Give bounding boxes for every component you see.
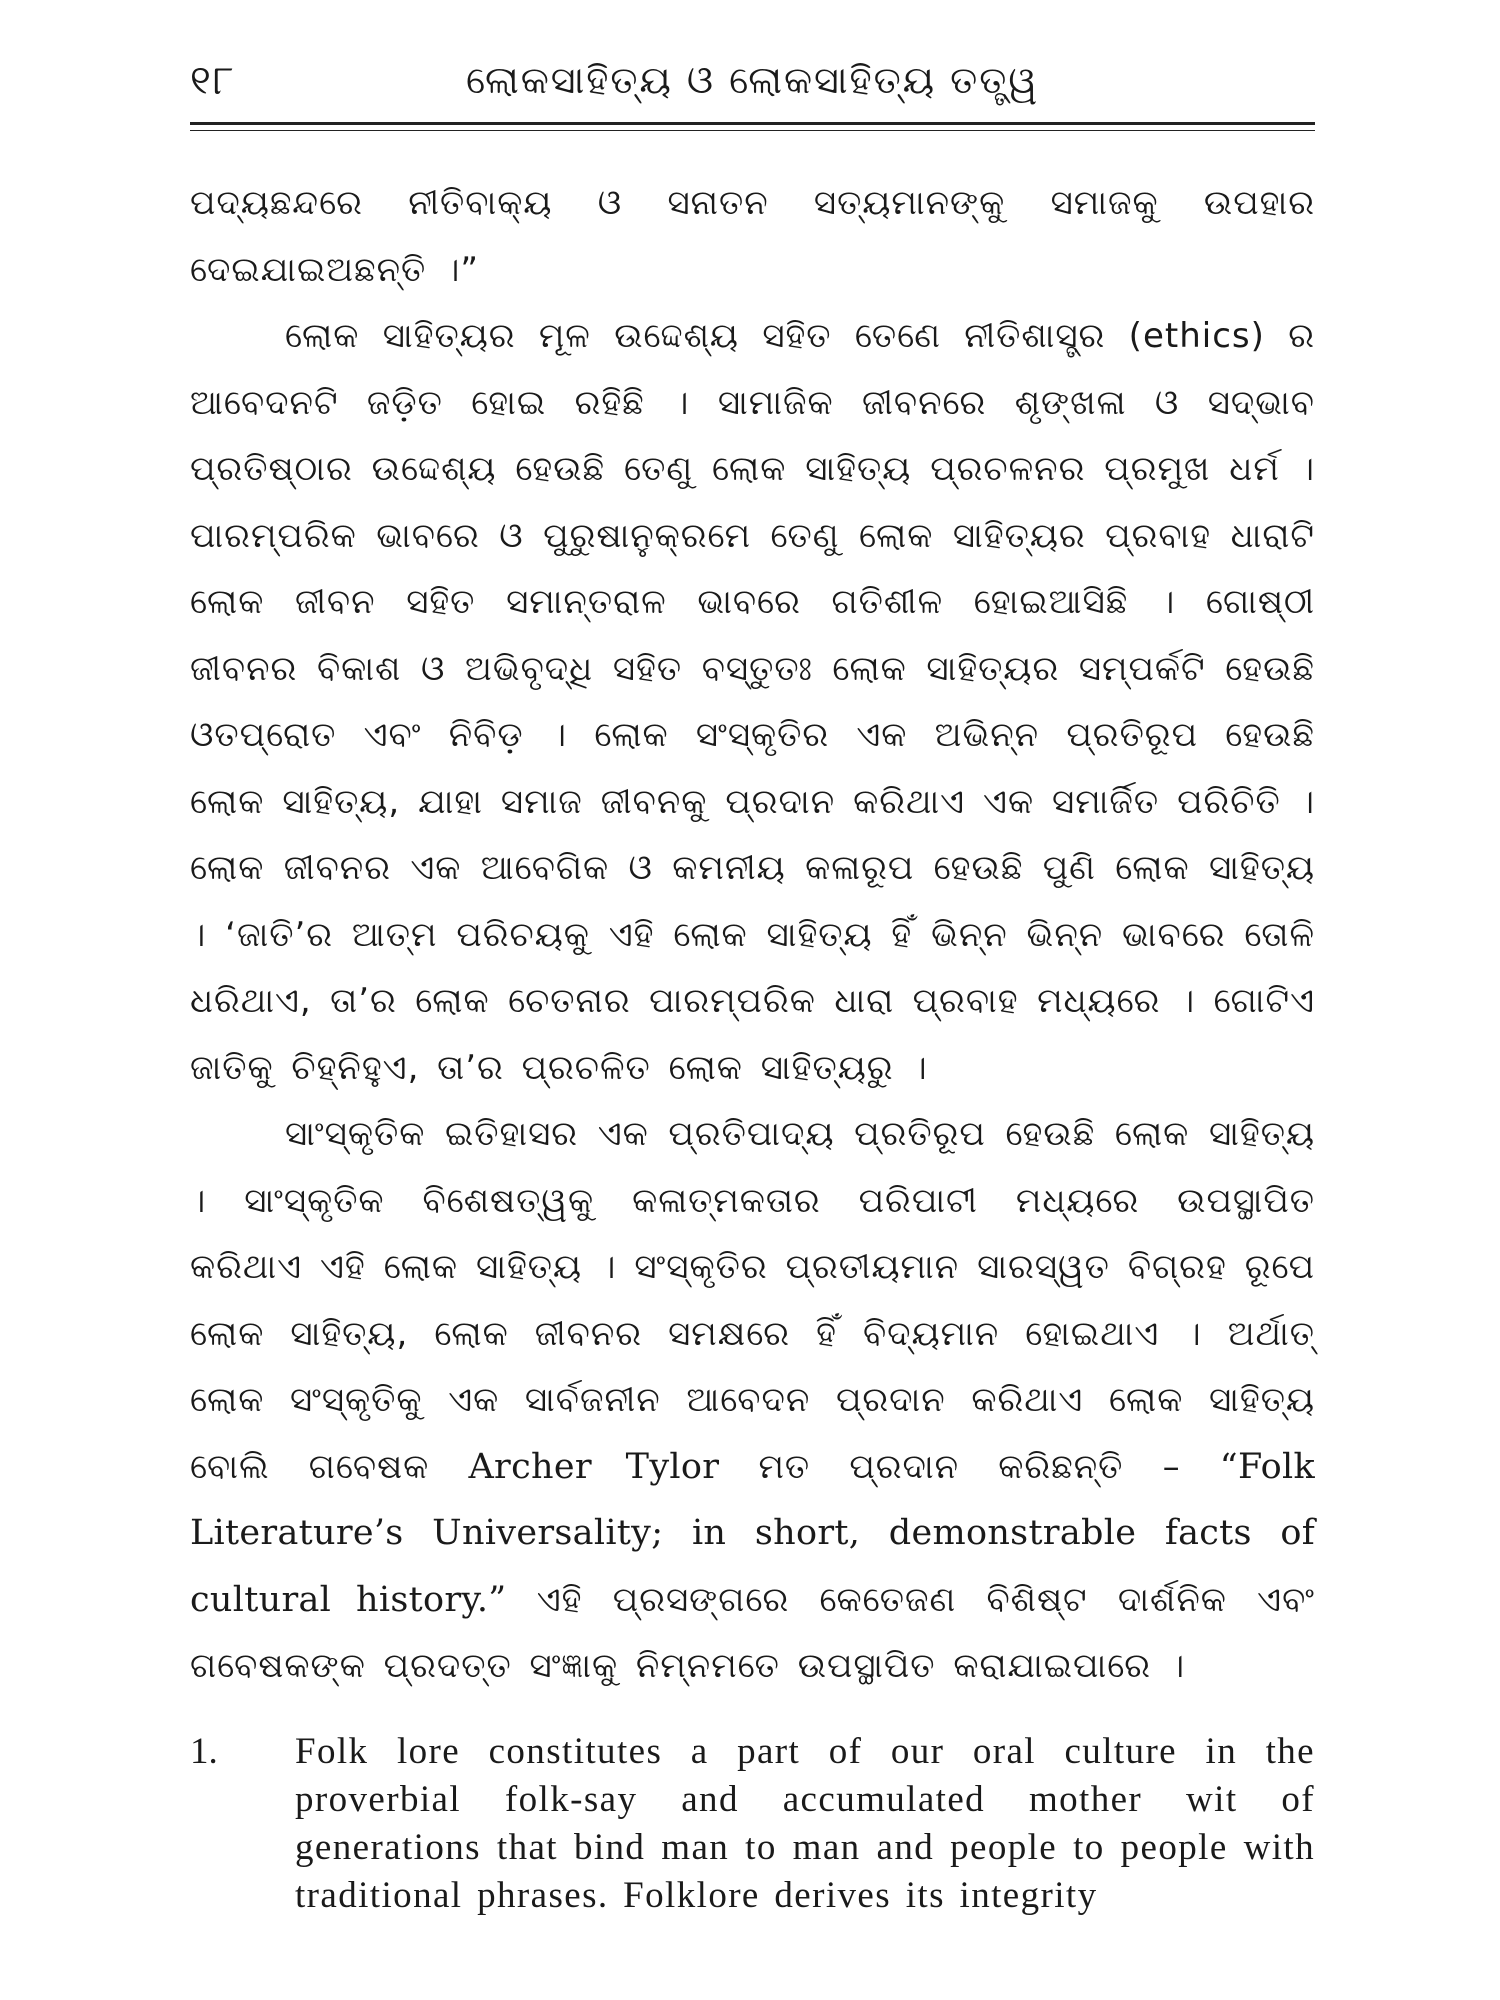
english-quote: “Folk Literature’s Universality; in short, demonstrable facts of cultural history.” <box>190 1446 1316 1620</box>
list-item-number: 1. <box>190 1730 218 1772</box>
paragraph-2: ଲୋକ ସାହିତ୍ୟର ମୂଳ ଉଦ୍ଦେଶ୍ୟ ସହିତ ତେଣେ ନୀତିଶାସ୍ତ୍ର (ethics) ର ଆବେଦନଟି ଜଡ଼ିତ ହୋଇ ରହିଛି । ସାମାଜିକ ଜୀବନରେ ଶୃଙ୍ଖଳା ଓ ସଦ୍‌ଭାବ ପ୍ରତିଷ୍ଠାର ଉଦ୍ଦେଶ୍ୟ ହେଉଛି ତେଣୁ ଲୋକ ସାହିତ୍ୟ ପ୍ରଚଳନର ପ୍ରମୁଖ ଧର୍ମ । ପାରମ୍ପରିକ ଭାବରେ ଓ ପୁରୁଷାନୁକ୍ରମେ ତେଣୁ ଲୋକ ସାହିତ୍ୟର ପ୍ରବାହ ଧାରାଟି ଲୋକ ଜୀବନ ସହିତ ସମାନ୍ତରାଳ ଭାବରେ ଗତିଶୀଳ ହୋଇଆସିଛି । ଗୋଷ୍ଠୀ ଜୀବନର ବିକାଶ ଓ ଅଭିବୃଦ୍ଧି ସହିତ ବସ୍ତୁତଃ ଲୋକ ସାହିତ୍ୟର ସମ୍ପର୍କଟି ହେଉଛି ଓତପ୍ରୋତ ଏବଂ ନିବିଡ଼ । ଲୋକ ସଂସ୍କୃତିର ଏକ ଅଭିନ୍ନ ପ୍ରତିରୂପ ହେଉଛି ଲୋକ ସାହିତ୍ୟ, ଯାହା ସମାଜ ଜୀବନକୁ ପ୍ରଦାନ କରିଥାଏ ଏକ ସମାର୍ଜିତ ପରିଚିତି । ଲୋକ ଜୀବନର ଏକ ଆବେଗିକ ଓ କମନୀୟ କଳାରୂପ ହେଉଛି ପୁଣି ଲୋକ ସାହିତ୍ୟ । ‘ଜାତି’ର ଆତ୍ମ ପରିଚୟକୁ ଏହି ଲୋକ ସାହିତ୍ୟ ହିଁ ଭିନ୍ନ ଭିନ୍ନ ଭାବରେ ତୋଳି ଧରିଥାଏ, ତା’ର ଲୋକ ଚେତନାର ପାରମ୍ପରିକ ଧାରା ପ୍ରବାହ ମଧ୍ୟରେ । ଗୋଟିଏ ଜାତିକୁ ଚିହ୍ନିହୁଏ, ତା’ର ପ୍ରଚଳିତ ଲୋକ ସାହିତ୍ୟରୁ । <box>190 316 1315 1088</box>
body-text <box>190 170 1315 1920</box>
paragraph-3-odia-a: ସାଂସ୍କୃତିକ ଇତିହାସର ଏକ ପ୍ରତିପାଦ୍ୟ ପ୍ରତିରୂପ ହେଉଛି ଲୋକ ସାହିତ୍ୟ । ସାଂସ୍କୃତିକ ବିଶେଷତ୍ୱକୁ କଳାତ୍ମକତାର ପରିପାଟୀ ମଧ୍ୟରେ ଉପସ୍ଥାପିତ କରିଥାଏ ଏହି ଲୋକ ସାହିତ୍ୟ । ସଂସ୍କୃତିର ପ୍ରତୀୟମାନ ସାରସ୍ୱତ ବିଗ୍ରହ ରୂପେ ଲୋକ ସାହିତ୍ୟ, ଲୋକ ଜୀବନର ସମକ୍ଷରେ ହିଁ ବିଦ୍ୟମାନ ହୋଇଥାଏ । ଅର୍ଥାତ୍ ଲୋକ ସଂସ୍କୃତିକୁ ଏକ ସାର୍ବଜନୀନ ଆବେଦନ ପ୍ରଦାନ କରିଥାଏ ଲୋକ ସାହିତ୍ୟ ବୋଲି ଗବେଷକ <box>190 1114 1315 1487</box>
list-item-text: Folk lore constitutes a part of our oral culture in the proverbial folk-say and accumulated mother wit of generations that bind man to man and people to people with traditional phrases. Folklore derives its integrity <box>295 1730 1315 1916</box>
list-item <box>190 1728 1315 1920</box>
paragraph-3-odia-b: ମତ ପ୍ରଦାନ କରିଛନ୍ତି – <box>758 1446 1181 1487</box>
page-number: ୧୮ <box>190 58 236 104</box>
paragraph-3-odia-c: ଏହି ପ୍ରସଙ୍ଗରେ କେତେଜଣ ବିଶିଷ୍ଟ ଦାର୍ଶନିକ ଏବଂ ଗବେଷକଙ୍କ ପ୍ରଦତ୍ତ ସଂଜ୍ଞାକୁ ନିମ୍ନମତେ ଉପସ୍ଥାପିତ କରାଯାଇପାରେ । <box>190 1579 1316 1686</box>
page-header <box>190 48 1315 118</box>
header-rule <box>190 122 1315 125</box>
paragraph-1: ପଦ୍ୟଛନ୍ଦରେ ନୀତିବାକ୍ୟ ଓ ସନାତନ ସତ୍ୟମାନଙ୍କୁ ସମାଜକୁ ଉପହାର ଦେଇଯାଇଅଛନ୍ତି ।” <box>190 183 1315 290</box>
paragraph-3 <box>190 1101 1315 1700</box>
header-rule-thin <box>190 130 1315 131</box>
running-title: ଲୋକସାହିତ୍ୟ ଓ ଲୋକସାହିତ୍ୟ ତତ୍ତ୍ୱ <box>465 58 1040 102</box>
author-name: Archer Tylor <box>468 1446 720 1487</box>
